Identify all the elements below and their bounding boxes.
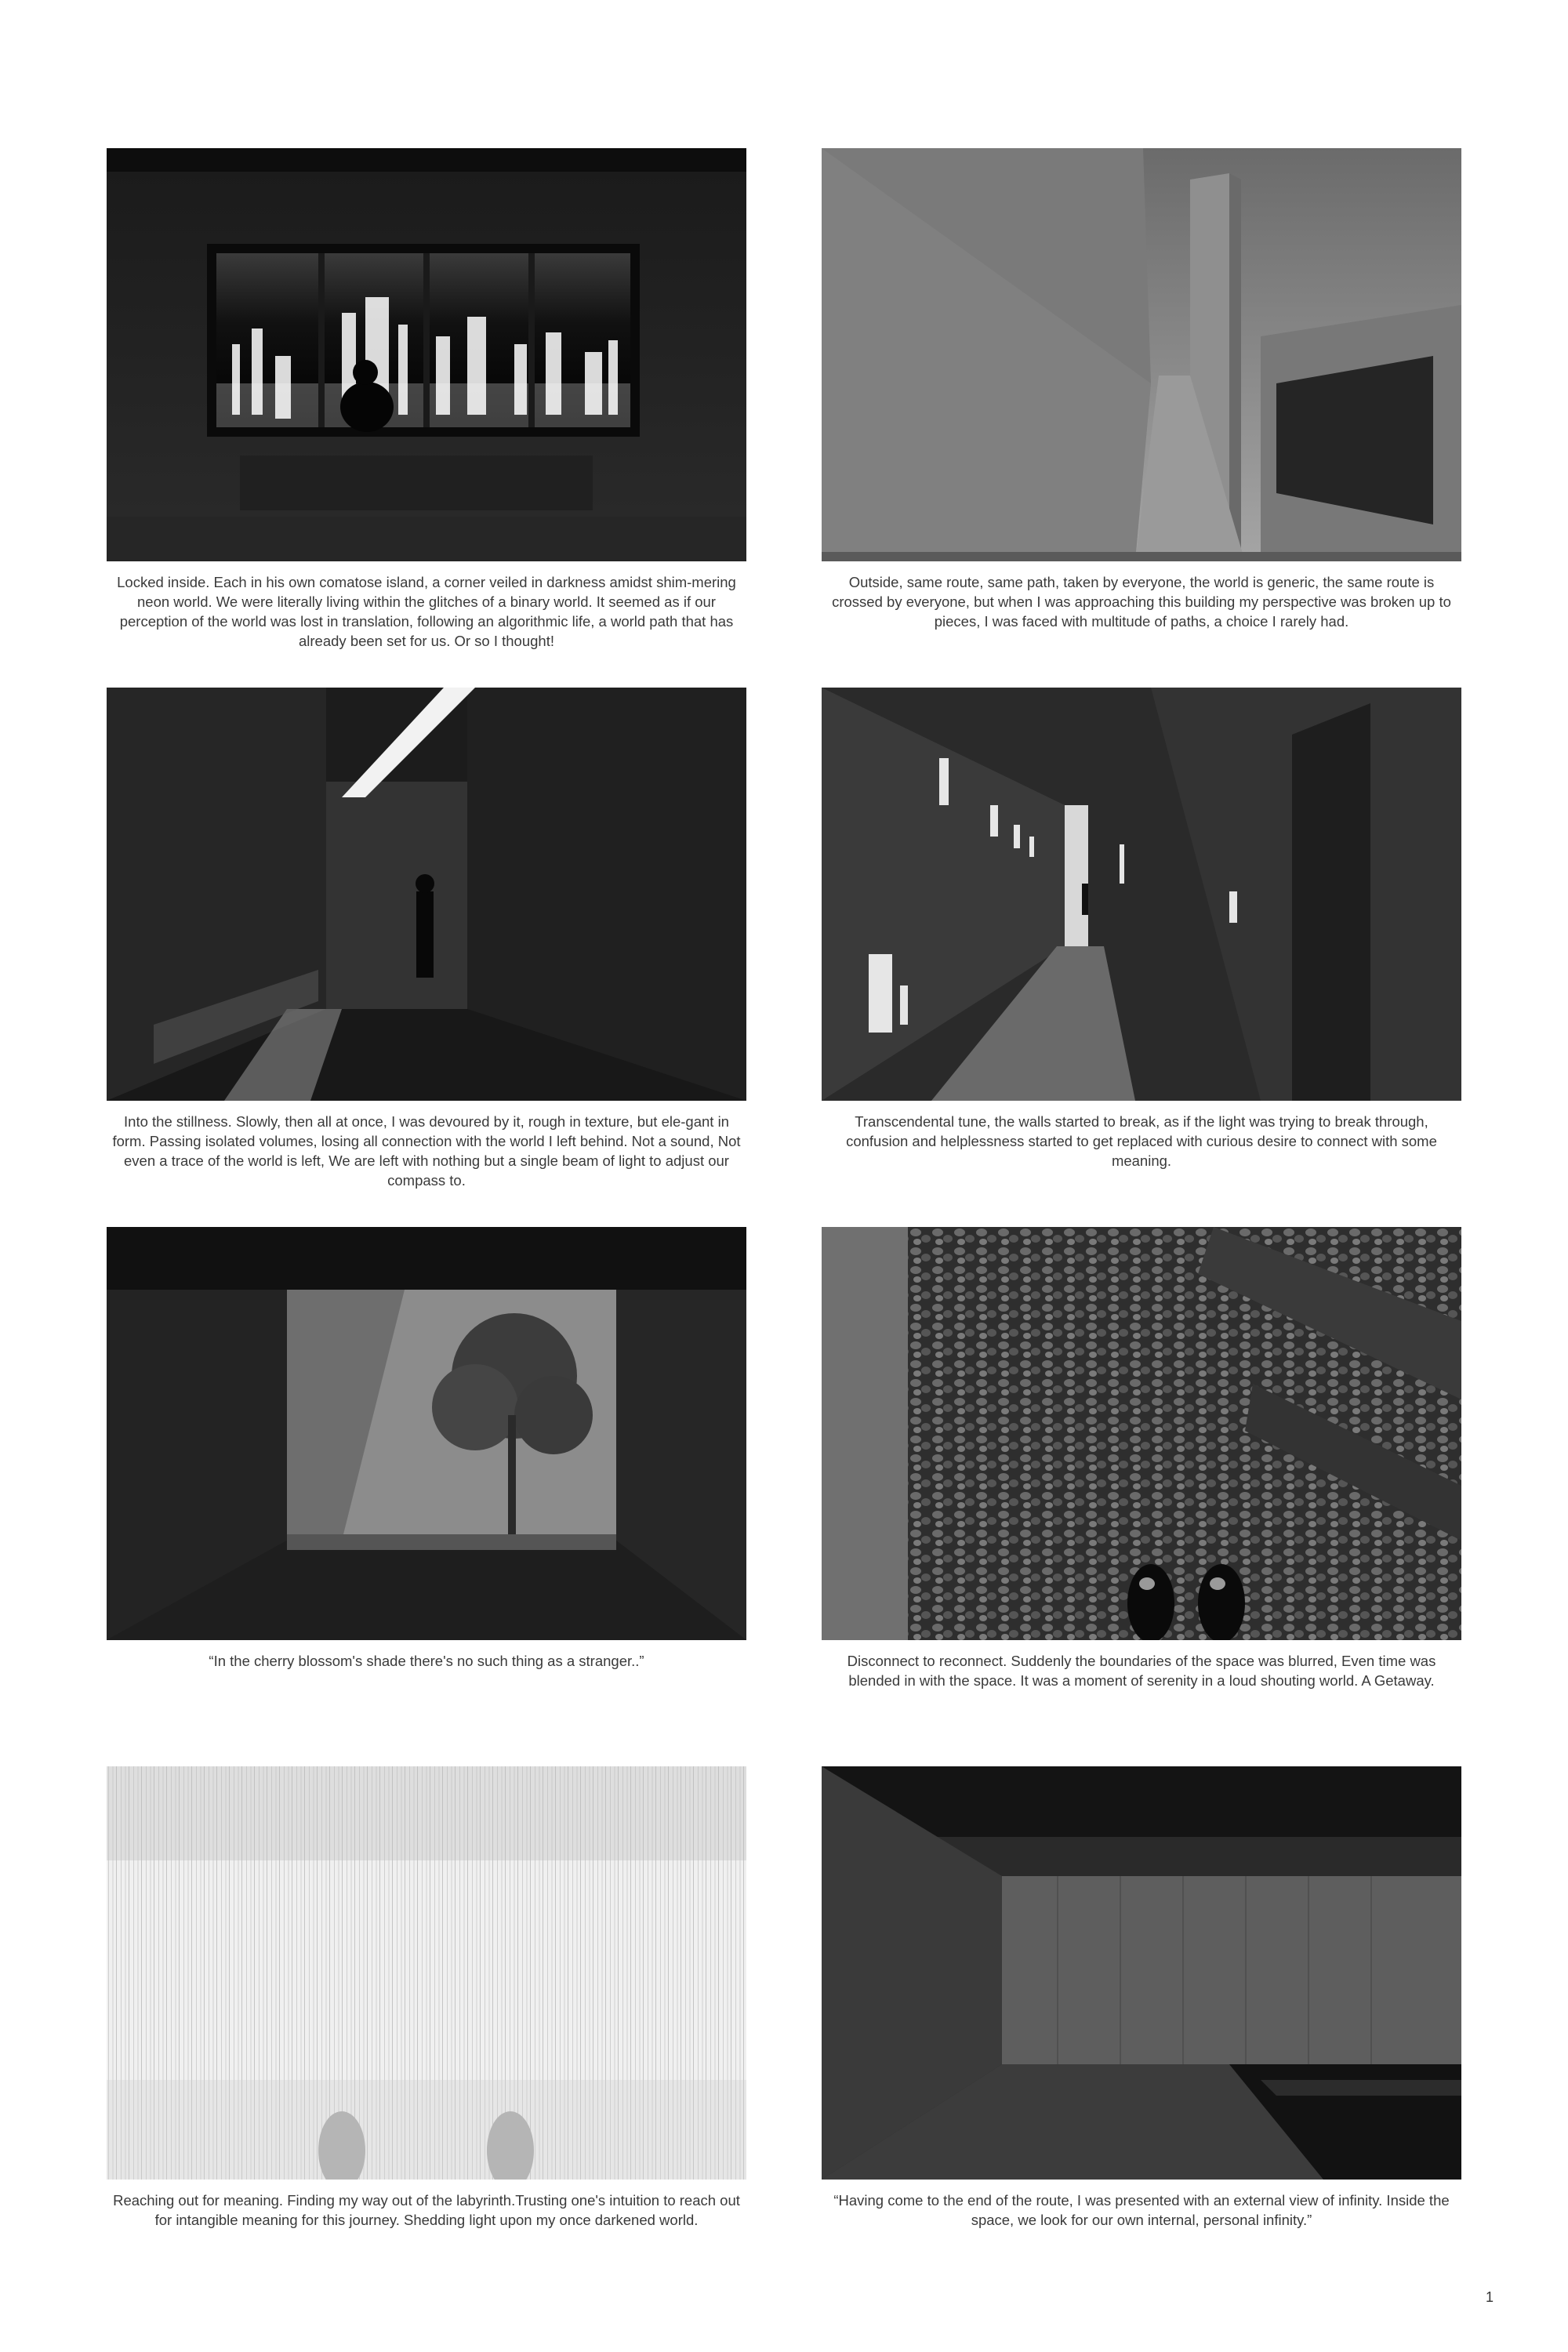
panel-1-caption: Locked inside. Each in his own comatose island, a corner veiled in darkness amidst shim-mering neon world. We were literally living within the glitches of a binary world. It seemed as if our perception of the world was lost in translation, following an algorithmic life, a world path that has already been set for us. Or so I thought! [117, 574, 736, 649]
panel-5-caption: “In the cherry blossom's shade there's no such thing as a stranger..” [209, 1653, 644, 1669]
panel-2 [822, 148, 1461, 631]
concrete-path-image [822, 148, 1461, 561]
panel-6 [822, 1227, 1461, 1690]
page-number: 1 [1485, 2289, 1494, 2305]
panel-3 [107, 688, 746, 1190]
skylight-corridor-image [107, 688, 746, 1101]
panel-4 [822, 688, 1461, 1171]
panel-7-caption: Reaching out for meaning. Finding my way out of the labyrinth.Trusting one's intuition to reach out for intangible meaning for this journey. Shedding light upon my once darkened world. [113, 2192, 740, 2228]
panel-7 [107, 1766, 746, 2230]
panel-8-caption: “Having come to the end of the route, I was presented with an external view of infinity. Inside the space, we look for our own internal, personal infinity.” [833, 2192, 1450, 2228]
panel-6-caption: Disconnect to reconnect. Suddenly the boundaries of the space was blurred, Even time was blended in with the space. It was a moment of serenity in a loud shouting world. A Getaway. [847, 1653, 1436, 1689]
panel-5 [107, 1227, 746, 1671]
panel-3-caption: Into the stillness. Slowly, then all at once, I was devoured by it, rough in texture, but ele-gant in form. Passing isolated volumes, losing all connection with the world I left behind. Not a sound, Not even a trace of the world is left, We are left with nothing but a single beam of light to adjust our compass to. [112, 1113, 741, 1189]
infinity-pool-image [822, 1766, 1461, 2180]
panel-8 [822, 1766, 1461, 2230]
courtyard-tree-image [107, 1227, 746, 1640]
panel-1 [107, 148, 746, 651]
gravel-shoes-image [822, 1227, 1461, 1640]
panel-4-caption: Transcendental tune, the walls started to break, as if the light was trying to break through, confusion and helplessness started to get replaced with curious desire to connect with some meaning. [846, 1113, 1437, 1169]
city-window-image [107, 148, 746, 561]
panel-2-caption: Outside, same route, same path, taken by everyone, the world is generic, the same route is crossed by everyone, but when I was approaching this building my perspective was broken up to pieces, I was faced with multitude of paths, a choice I rarely had. [832, 574, 1451, 630]
light-curtain-hands-image [107, 1766, 746, 2180]
broken-walls-corridor-image [822, 688, 1461, 1101]
